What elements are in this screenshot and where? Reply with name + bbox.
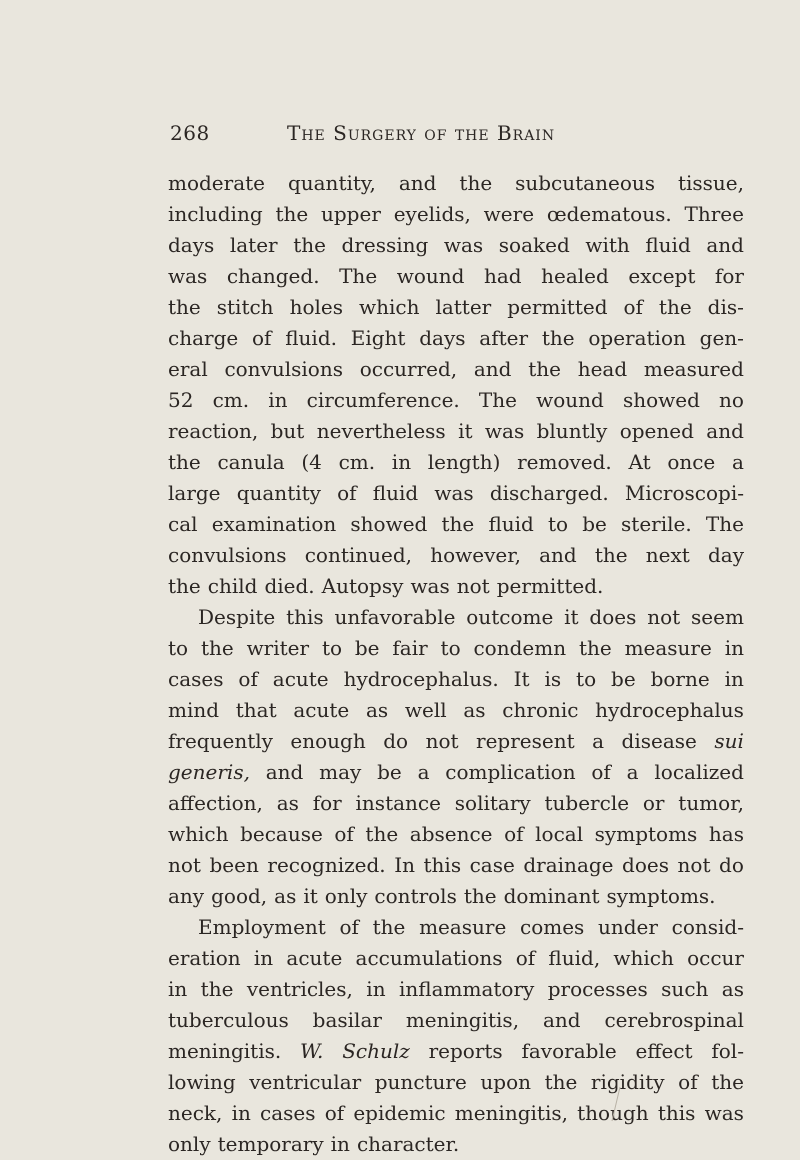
text-line: charge of fluid. Eight days after the operation gen-	[168, 326, 744, 350]
text-line: was changed. The wound had healed except for	[168, 264, 744, 288]
page-header	[170, 121, 740, 151]
text-line: large quantity of fluid was discharged. Microscopi-	[168, 481, 744, 505]
text-line: lowing ventricular puncture upon the rigidity of the	[168, 1070, 744, 1094]
text-line: to the writer to be fair to condemn the measure in	[168, 636, 744, 660]
paragraph	[168, 168, 744, 602]
text-line: the stitch holes which latter permitted of the dis-	[168, 295, 744, 319]
text-line: meningitis. W. Schulz reports favorable effect fol-	[168, 1039, 744, 1063]
text-line: eration in acute accumulations of fluid, which occur	[168, 946, 744, 970]
text-line: tuberculous basilar meningitis, and cerebrospinal	[168, 1008, 744, 1032]
paragraph	[168, 912, 744, 1160]
text-line: eral convulsions occurred, and the head measured	[168, 357, 744, 381]
text-line: moderate quantity, and the subcutaneous tissue,	[168, 171, 744, 195]
text-line: cases of acute hydrocephalus. It is to be borne in	[168, 667, 744, 691]
text-line: the canula (4 cm. in length) removed. At once a	[168, 450, 744, 474]
text-line: including the upper eyelids, were œdematous. Three	[168, 202, 744, 226]
text-line: only temporary in character.	[168, 1132, 460, 1156]
running-title: The Surgery of the Brain	[287, 121, 556, 145]
paragraph	[168, 602, 744, 912]
text-line: reaction, but nevertheless it was bluntly opened and	[168, 419, 744, 443]
text-line: convulsions continued, however, and the next day	[168, 543, 744, 567]
page-number: 268	[170, 121, 210, 145]
text-line: days later the dressing was soaked with fluid and	[168, 233, 744, 257]
text-line: which because of the absence of local symptoms has	[168, 822, 744, 846]
text-line: any good, as it only controls the dominant symptoms.	[168, 884, 716, 908]
text-line: neck, in cases of epidemic meningitis, though this was	[168, 1101, 744, 1125]
text-line: 52 cm. in circumference. The wound showed no	[168, 388, 744, 412]
text-line: generis, and may be a complication of a localized	[168, 760, 744, 784]
text-line: Employment of the measure comes under consid-	[198, 915, 744, 939]
pencil-mark	[606, 1085, 626, 1125]
text-line: in the ventricles, in inflammatory processes such as	[168, 977, 744, 1001]
text-line: the child died. Autopsy was not permitted.	[168, 574, 604, 598]
text-line: affection, as for instance solitary tubercle or tumor,	[168, 791, 744, 815]
body-text	[168, 168, 744, 1160]
text-line: cal examination showed the fluid to be sterile. The	[168, 512, 744, 536]
text-line: Despite this unfavorable outcome it does not seem	[198, 605, 744, 629]
text-line: not been recognized. In this case drainage does not do	[168, 853, 744, 877]
text-line: frequently enough do not represent a disease sui	[168, 729, 744, 753]
text-line: mind that acute as well as chronic hydrocephalus	[168, 698, 744, 722]
